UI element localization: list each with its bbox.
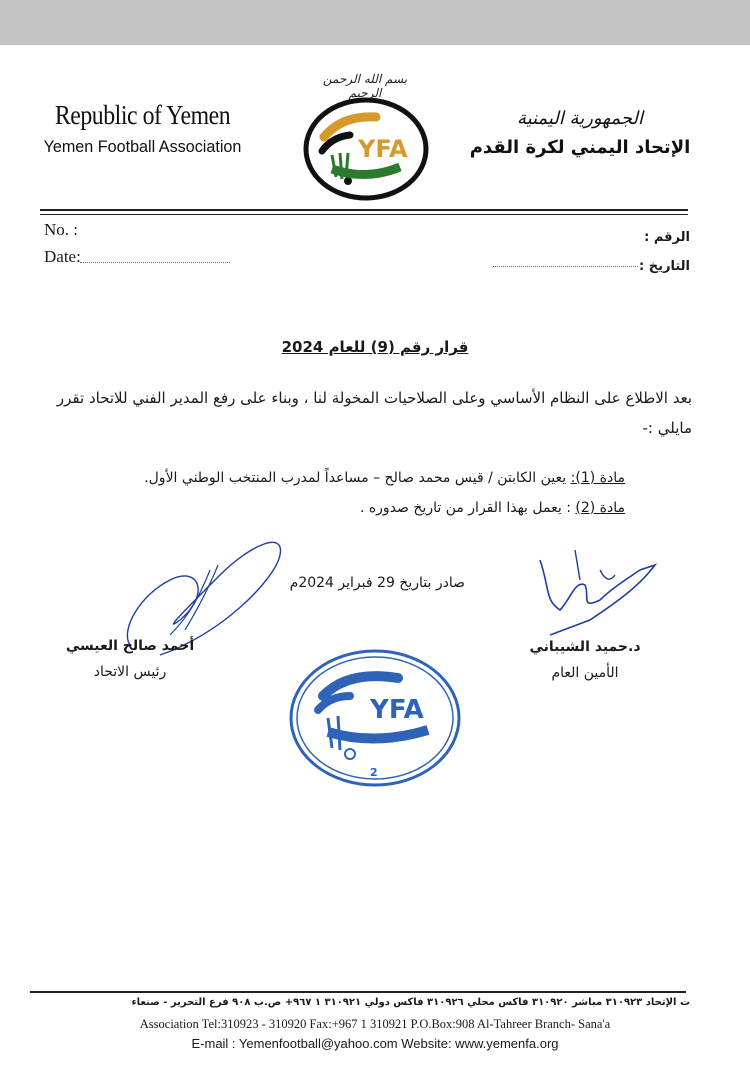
article-2-text: : يعمل بهذا القرار من تاريخ صدوره . [359,500,576,516]
footer-rule [30,991,686,993]
yfa-logo [302,97,430,201]
article-1-label: مادة (1): [570,470,625,486]
header-ar-association: الإتحاد اليمني لكرة القدم [469,137,691,158]
header-ar-republic: الجمهورية اليمنية [516,108,644,129]
article-1-text: يعين الكابتن / قيس محمد صالح – مساعداً لمدرب المنتخب الوطني الأول. [144,470,571,486]
president-title: رئيس الاتحاد [93,664,167,680]
ar-number-label: الرقم : [644,230,690,245]
article-2 [300,500,625,516]
date-dotted-line [80,262,230,263]
number-label: No. : [44,220,78,239]
scan-top-band [0,0,750,45]
header-english [0,100,285,157]
stamp-number: 2 [370,766,378,779]
ar-date-dotted-line [493,266,638,267]
issued-date: صادر بتاريخ 29 فبراير 2024م [289,575,465,591]
ar-date-label: التاريخ : [639,259,690,274]
stamp-text: YFA [370,695,424,725]
header-arabic [465,108,695,158]
date-label: Date: [44,247,81,266]
header-en-association: Yemen Football Association [43,137,242,156]
decision-title: قرار رقم (9) للعام 2024 [281,338,469,356]
secretary-name: د.حميد الشيباني [529,639,641,655]
official-stamp [288,648,463,788]
article-2-label: مادة (2) [575,500,625,516]
header-rule [40,209,688,211]
header-rule-thin [40,214,688,215]
header-en-republic: Republic of Yemen [54,100,231,130]
logo-text: YFA [358,135,408,163]
footer-english-contact: Association Tel:310923 - 310920 Fax:+967 1 310921 P.O.Box:908 Al-Tahreer Branch- Sana'a [139,1017,611,1031]
secretary-title: الأمين العام [551,665,619,681]
article-1 [120,470,625,486]
president-name: أحمد صالح العيسي [65,638,195,654]
decision-preamble: بعد الاطلاع على النظام الأساسي وعلى الصلاحيات المخولة لنا ، وبناء على رفع المدير الفني للاتحاد تقرر مايلي :- [56,389,692,437]
basmala: بسم الله الرحمن الرحيم [322,72,408,100]
secretary-signature [530,540,660,640]
footer-arabic: ت الإتحاد ٣١٠٩٢٣ مباشر ٣١٠٩٢٠ فاكس محلي ٣١٠٩٢٦ فاكس دولي ٣١٠٩٢١ ١ ٩٦٧+ ص.ب ٩٠٨ فرع التحرير - صنعاء [131,997,690,1008]
footer-email-website: E-mail : Yemenfootball@yahoo.com Website: www.yemenfa.org [191,1036,559,1051]
